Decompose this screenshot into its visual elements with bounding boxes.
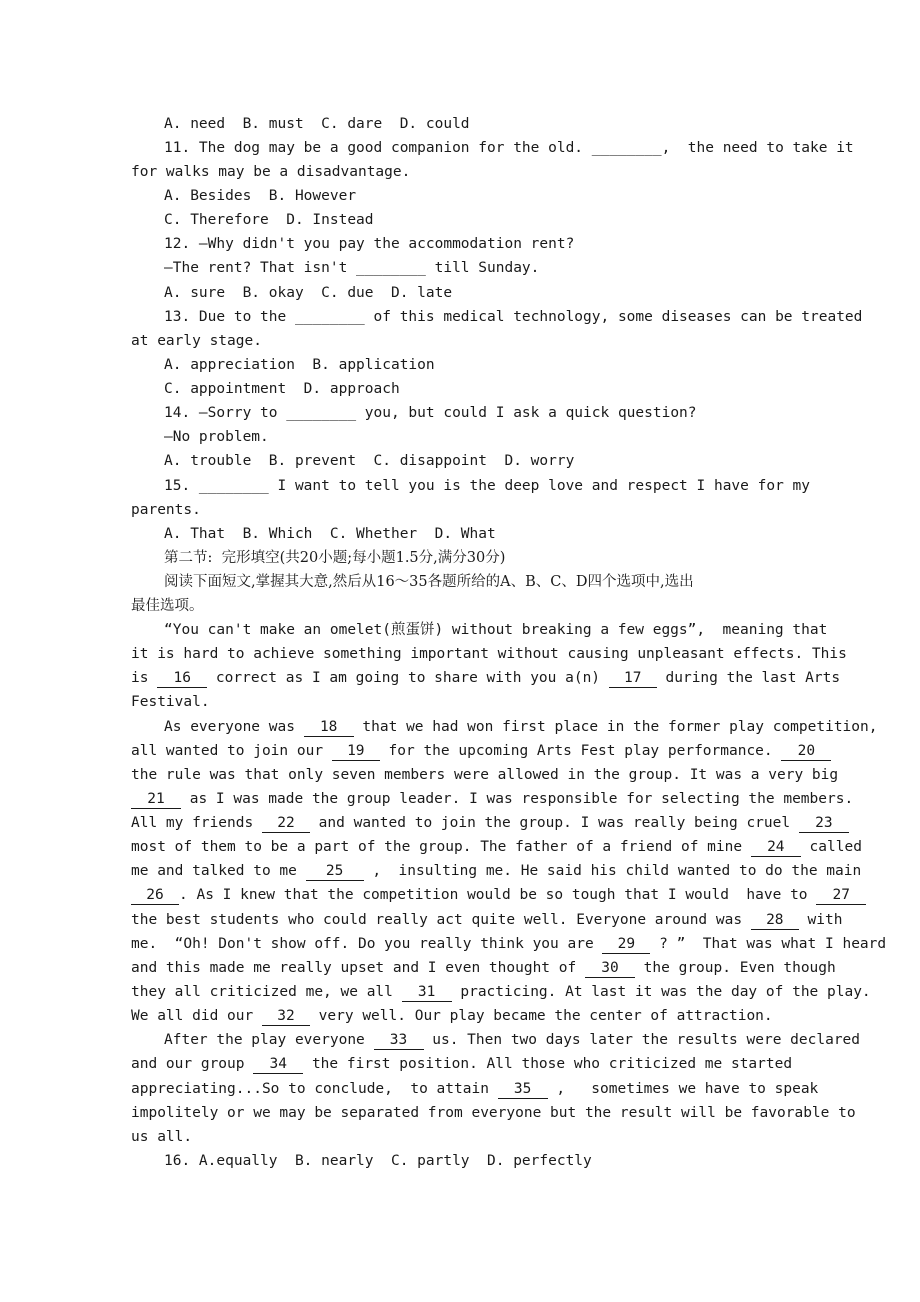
passage-line: “You can't make an omelet(煎蛋饼) without breaking a few eggs”, meaning that bbox=[164, 622, 828, 638]
q10-options: A. need B. must C. dare D. could bbox=[164, 116, 470, 132]
q13-options-cd: C. appointment D. approach bbox=[164, 381, 400, 397]
passage-line: All my friends 22 and wanted to join the group. I was really being cruel 23 bbox=[131, 811, 849, 835]
passage-line: 21 as I was made the group leader. I was responsible for selecting the members. bbox=[131, 787, 853, 811]
q16-options: 16. A.equally B. nearly C. partly D. perfectly bbox=[164, 1153, 592, 1169]
blank-23: 23 bbox=[799, 814, 849, 833]
blank-31: 31 bbox=[402, 983, 452, 1002]
passage-line: most of them to be a part of the group. The father of a friend of mine 24 called bbox=[131, 839, 862, 855]
blank-16: 16 bbox=[157, 669, 207, 688]
q11-options-ab: A. Besides B. However bbox=[164, 188, 357, 204]
q11-stem: 11. The dog may be a good companion for the old. ________, the need to take it bbox=[164, 140, 854, 156]
blank-28: 28 bbox=[751, 911, 799, 930]
blank-29: 29 bbox=[602, 935, 650, 954]
passage-line: it is hard to achieve something important without causing unpleasant effects. This bbox=[131, 646, 847, 662]
blank-33: 33 bbox=[374, 1031, 424, 1050]
passage-line: all wanted to join our 19 for the upcoming Arts Fest play performance. 20 bbox=[131, 739, 831, 763]
blank-35: 35 bbox=[498, 1080, 548, 1099]
blank-26: 26 bbox=[131, 886, 179, 905]
passage-line: appreciating...So to conclude, to attain 35 , sometimes we have to speak bbox=[131, 1081, 819, 1097]
q14-reply: —No problem. bbox=[164, 429, 269, 445]
q11-options-cd: C. Therefore D. Instead bbox=[164, 212, 374, 228]
q11-stem-cont: for walks may be a disadvantage. bbox=[131, 164, 411, 180]
passage-line: and our group 34 the first position. All those who criticized me started bbox=[131, 1056, 793, 1072]
passage-line: they all criticized me, we all 31 practicing. At last it was the day of the play. bbox=[131, 984, 871, 1000]
q12-options: A. sure B. okay C. due D. late bbox=[164, 285, 453, 301]
blank-17: 17 bbox=[609, 669, 657, 688]
blank-34: 34 bbox=[253, 1055, 303, 1074]
passage-line: is 16 correct as I am going to share with you a(n) 17 during the last Arts bbox=[131, 670, 841, 686]
passage-line: and this made me really upset and I even thought of 30 the group. Even though bbox=[131, 960, 836, 976]
blank-32: 32 bbox=[262, 1007, 310, 1026]
passage-line: impolitely or we may be separated from everyone but the result will be favorable to bbox=[131, 1105, 856, 1121]
q14-stem: 14. —Sorry to ________ you, but could I ask a quick question? bbox=[164, 405, 697, 421]
blank-20: 20 bbox=[781, 742, 831, 761]
passage-line: After the play everyone 33 us. Then two days later the results were declared bbox=[164, 1032, 861, 1048]
section-instructions-cont: 最佳选项。 bbox=[131, 598, 204, 614]
blank-27: 27 bbox=[816, 886, 866, 905]
section-instructions: 阅读下面短文,掌握其大意,然后从16～35各题所给的A、B、C、D四个选项中,选出 bbox=[164, 574, 694, 590]
q13-stem: 13. Due to the ________ of this medical technology, some diseases can be treated bbox=[164, 309, 863, 325]
blank-24: 24 bbox=[751, 838, 801, 857]
blank-19: 19 bbox=[332, 742, 380, 761]
q13-stem-cont: at early stage. bbox=[131, 333, 262, 349]
blank-22: 22 bbox=[262, 814, 310, 833]
passage-line: 26 . As I knew that the competition would be so tough that I would have to 27 bbox=[131, 883, 866, 907]
passage-line: me. “Oh! Don't show off. Do you really think you are 29 ? ” That was what I heard bbox=[131, 936, 887, 952]
q13-options-ab: A. appreciation B. application bbox=[164, 357, 435, 373]
q12-stem: 12. —Why didn't you pay the accommodation rent? bbox=[164, 236, 575, 252]
blank-18: 18 bbox=[304, 718, 354, 737]
passage-line: us all. bbox=[131, 1129, 193, 1145]
section-heading: 第二节: 完形填空(共20小题;每小题1.5分,满分30分) bbox=[164, 550, 506, 566]
blank-21: 21 bbox=[131, 790, 181, 809]
q12-reply: —The rent? That isn't ________ till Sunday. bbox=[164, 260, 540, 276]
q15-options: A. That B. Which C. Whether D. What bbox=[164, 526, 496, 542]
passage-line: We all did our 32 very well. Our play became the center of attraction. bbox=[131, 1008, 773, 1024]
blank-30: 30 bbox=[585, 959, 635, 978]
q15-stem-cont: parents. bbox=[131, 502, 201, 518]
q14-options: A. trouble B. prevent C. disappoint D. worry bbox=[164, 453, 575, 469]
passage-line: the rule was that only seven members were allowed in the group. It was a very big bbox=[131, 767, 839, 783]
blank-25: 25 bbox=[306, 862, 364, 881]
q15-stem: 15. ________ I want to tell you is the deep love and respect I have for my bbox=[164, 478, 811, 494]
passage-line: me and talked to me 25 , insulting me. He said his child wanted to do the main bbox=[131, 863, 862, 879]
passage-line: Festival. bbox=[131, 694, 210, 710]
passage-line: the best students who could really act quite well. Everyone around was 28 with bbox=[131, 912, 843, 928]
passage-line: As everyone was 18 that we had won first place in the former play competition, bbox=[164, 719, 878, 735]
